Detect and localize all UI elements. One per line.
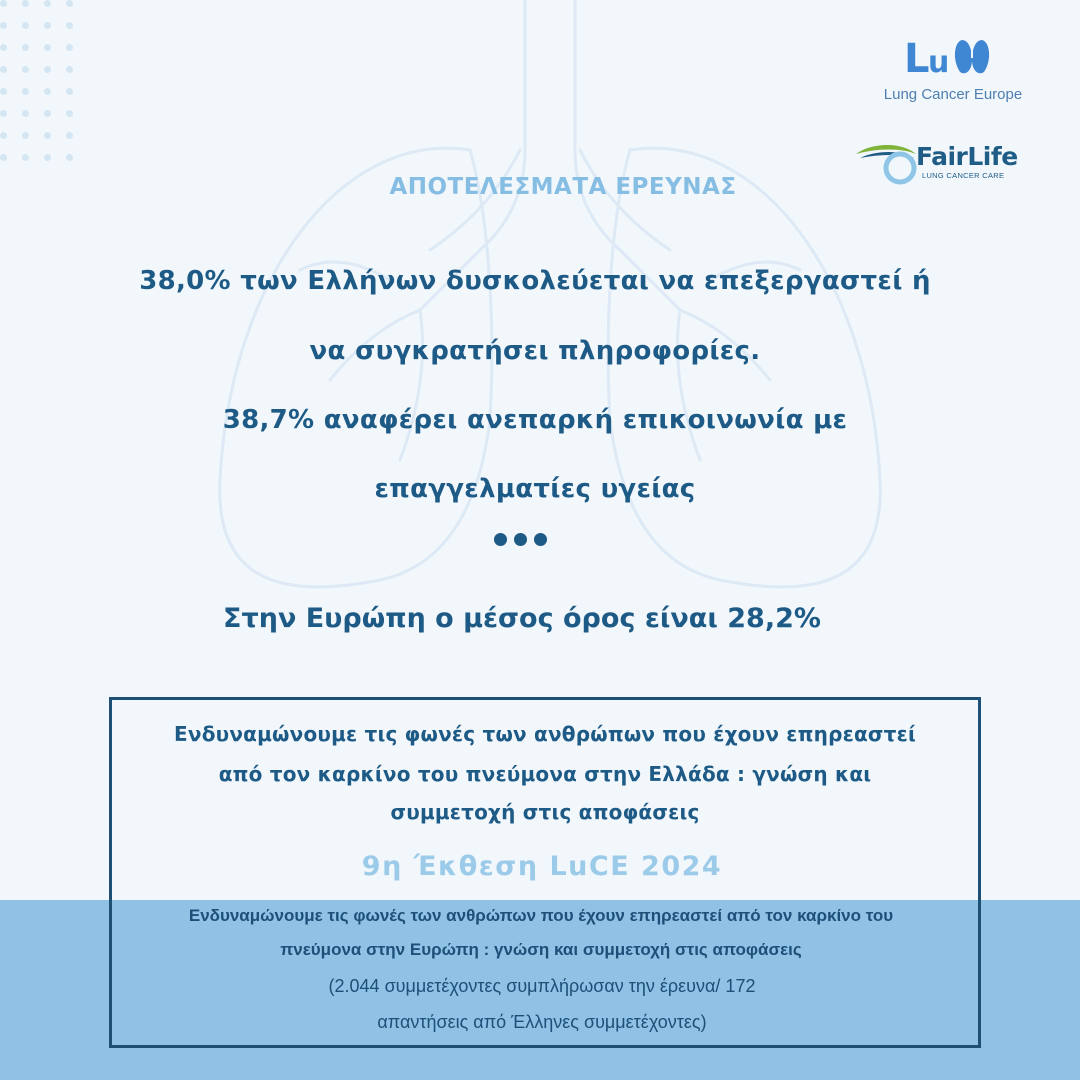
report-note-line-1: (2.044 συμμετέχοντες συμπλήρωσαν την έρευνα/ 172 xyxy=(328,976,756,996)
report-note-line-2: απαντήσεις από Έλληνες συμμετέχοντες) xyxy=(377,1012,707,1032)
report-subtitle-line-2: πνεύμονα στην Ευρώπη : γνώση και συμμετοχή στις αποφάσεις xyxy=(280,940,802,959)
ellipsis-icon xyxy=(494,533,554,547)
report-subtitle-line-1: Ενδυναμώνουμε τις φωνές των ανθρώπων που έχουν επηρεαστεί από τον καρκίνο του xyxy=(188,906,894,925)
stat-line-1a: 38,0% των Ελλήνων δυσκολεύεται να επεξεργαστεί ή xyxy=(139,266,931,296)
report-title-line-3: συμμετοχή στις αποφάσεις xyxy=(390,800,700,824)
luce-wordmark-icon xyxy=(904,30,1004,80)
luce-logo xyxy=(868,30,1038,110)
report-box xyxy=(109,697,981,1048)
stat-line-1b: να συγκρατήσει πληροφορίες. xyxy=(309,336,761,366)
stat-line-2b: επαγγελματίες υγείας xyxy=(374,474,696,504)
report-edition: 9η Έκθεση LuCE 2024 xyxy=(361,851,723,882)
svg-text:u: u xyxy=(928,45,950,80)
fairlife-wordmark: FairLife xyxy=(916,142,1018,171)
report-title-line-2: από τον καρκίνο του πνεύμονα στην Ελλάδα : γνώση και xyxy=(218,762,872,786)
report-title-line-1: Ενδυναμώνουμε τις φωνές των ανθρώπων που έχουν επηρεαστεί xyxy=(174,722,916,746)
page-heading: ΑΠΟΤΕΛΕΣΜΑΤΑ ΕΡΕΥΝΑΣ xyxy=(389,174,737,200)
lungs-watermark-icon xyxy=(190,0,910,620)
europe-average: Στην Ευρώπη ο μέσος όρος είναι 28,2% xyxy=(223,603,821,634)
fairlife-subtitle: LUNG CANCER CARE xyxy=(922,171,1005,180)
svg-text:L: L xyxy=(904,36,928,80)
luce-tagline: Lung Cancer Europe xyxy=(883,86,1023,103)
stat-line-2a: 38,7% αναφέρει ανεπαρκή επικοινωνία με xyxy=(222,405,848,435)
decorative-dot-grid xyxy=(0,0,90,170)
